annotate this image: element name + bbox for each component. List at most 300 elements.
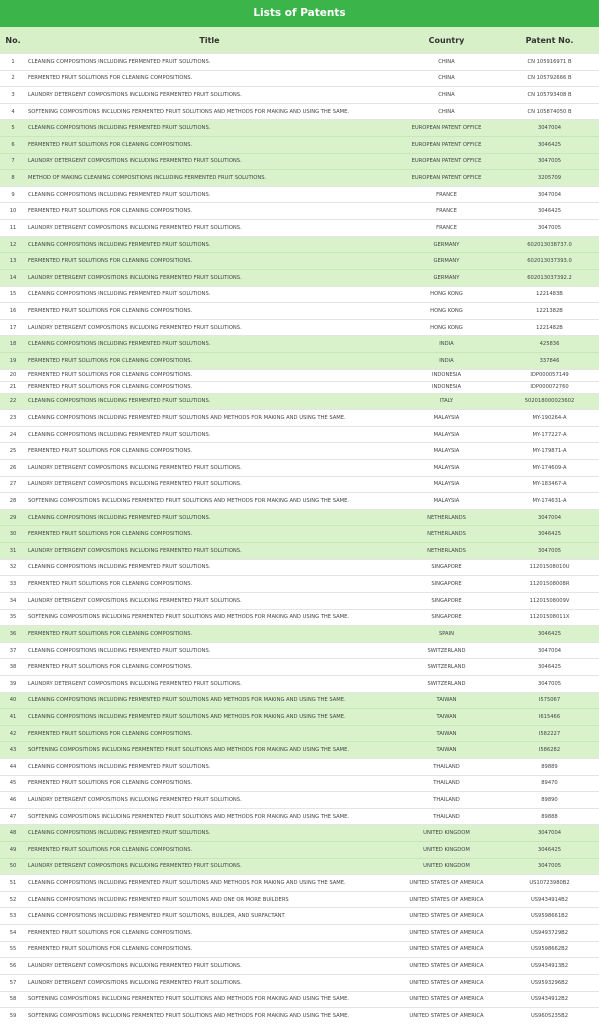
table-row: [0, 559, 599, 576]
cell-patent-no: I615466: [538, 713, 561, 720]
cell-patent-no: MY-177227-A: [532, 431, 567, 438]
cell-country: NETHERLANDS: [427, 514, 466, 521]
table-row: [0, 941, 599, 958]
cell-no: 2: [11, 75, 15, 82]
cell-no: 42: [9, 730, 17, 737]
patents-table: [0, 27, 599, 1024]
cell-no: 58: [9, 996, 17, 1003]
cell-patent-no: US10723980B2: [529, 880, 570, 887]
cell-no: 3: [11, 92, 15, 99]
cell-no: 12: [9, 241, 17, 248]
cell-title: CLEANING COMPOSITIONS INCLUDING FERMENTED FRUIT SOLUTIONS.: [28, 341, 211, 348]
cell-country: GERMANY: [433, 258, 460, 265]
cell-no: 23: [9, 414, 17, 421]
cell-country: CHINA: [438, 75, 455, 82]
cell-country: CHINA: [438, 58, 455, 65]
cell-patent-no: 3046425: [537, 630, 562, 637]
cell-title: CLEANING COMPOSITIONS INCLUDING FERMENTED FRUIT SOLUTIONS.: [28, 514, 211, 521]
cell-no: 53: [9, 913, 17, 920]
cell-country: EUROPEAN PATENT OFFICE: [411, 158, 482, 165]
cell-title: LAUNDRY DETERGENT COMPOSITIONS INCLUDING FERMENTED FRUIT SOLUTIONS.: [28, 963, 242, 970]
cell-country: MALAYSIA: [433, 498, 460, 505]
table-row: [0, 170, 599, 187]
cell-no: 48: [9, 830, 17, 837]
cell-patent-no: US9493729B2: [530, 929, 569, 936]
cell-title: LAUNDRY DETERGENT COMPOSITIONS INCLUDING FERMENTED FRUIT SOLUTIONS.: [28, 680, 242, 687]
cell-no: 50: [9, 863, 17, 870]
cell-country: FRANCE: [436, 208, 457, 215]
cell-no: 28: [9, 498, 17, 505]
table-row: [0, 642, 599, 659]
cell-country: ITALY: [439, 398, 454, 405]
table-row: [0, 742, 599, 759]
table-row: [0, 186, 599, 203]
cell-patent-no: 11201508010U: [529, 564, 570, 571]
cell-patent-no: 89890: [541, 797, 558, 803]
cell-patent-no: 337846: [539, 357, 560, 364]
cell-title: CLEANING COMPOSITIONS INCLUDING FERMENTED FRUIT SOLUTIONS.: [28, 431, 211, 438]
page-title: Lists of Patents: [0, 0, 599, 27]
cell-country: TAIWAN: [436, 713, 457, 720]
cell-country: MALAYSIA: [433, 464, 460, 471]
table-row: [0, 825, 599, 842]
cell-patent-no: 3047005: [537, 224, 562, 231]
table-row: [0, 393, 599, 410]
cell-title: CLEANING COMPOSITIONS INCLUDING FERMENTED FRUIT SOLUTIONS AND METHODS FOR MAKING AND USING THE SAME.: [28, 880, 346, 887]
table-row: [0, 476, 599, 493]
cell-patent-no: 3046425: [537, 141, 562, 148]
table-row: [0, 675, 599, 692]
cell-no: 46: [9, 797, 17, 803]
cell-country: INDONESIA: [431, 372, 462, 379]
table-header: [0, 27, 599, 54]
cell-title: SOFTENING COMPOSITIONS INCLUDING FERMENTED FRUIT SOLUTIONS AND METHODS FOR MAKING AND USING THE SAME.: [28, 813, 350, 820]
cell-patent-no: IDP000072760: [530, 384, 569, 391]
cell-no: 57: [9, 979, 17, 986]
cell-title: SOFTENING COMPOSITIONS INCLUDING FERMENTED FRUIT SOLUTIONS AND METHODS FOR MAKING AND USING THE SAME.: [28, 614, 350, 621]
table-row: [0, 54, 599, 71]
cell-country: UNITED KINGDOM: [423, 863, 470, 870]
cell-country: TAIWAN: [436, 697, 457, 704]
cell-patent-no: 3046425: [537, 531, 562, 538]
cell-patent-no: 1221382B: [536, 307, 563, 314]
cell-country: MALAYSIA: [433, 448, 460, 455]
cell-title: FERMENTED FRUIT SOLUTIONS FOR CLEANING COMPOSITIONS.: [28, 780, 193, 787]
cell-title: LAUNDRY DETERGENT COMPOSITIONS INCLUDING FERMENTED FRUIT SOLUTIONS.: [28, 92, 242, 99]
cell-patent-no: 89889: [541, 763, 558, 770]
cell-no: 45: [9, 780, 17, 787]
table-row: [0, 808, 599, 825]
cell-patent-no: 89470: [541, 780, 558, 787]
table-row: [0, 426, 599, 443]
cell-country: UNITED STATES OF AMERICA: [409, 913, 484, 920]
cell-title: FERMENTED FRUIT SOLUTIONS FOR CLEANING COMPOSITIONS.: [28, 581, 193, 588]
table-row: [0, 103, 599, 120]
cell-country: INDIA: [439, 357, 454, 364]
table-row: [0, 891, 599, 908]
cell-no: 34: [9, 597, 17, 604]
cell-country: HONG KONG: [430, 324, 463, 331]
cell-no: 56: [9, 963, 17, 970]
cell-no: 40: [9, 697, 17, 704]
cell-title: LAUNDRY DETERGENT COMPOSITIONS INCLUDING FERMENTED FRUIT SOLUTIONS.: [28, 224, 242, 231]
cell-title: CLEANING COMPOSITIONS INCLUDING FERMENTED FRUIT SOLUTIONS.: [28, 58, 211, 65]
cell-country: UNITED STATES OF AMERICA: [409, 880, 484, 887]
cell-no: 14: [9, 274, 17, 281]
cell-no: 38: [9, 664, 17, 671]
cell-patent-no: 3047005: [537, 547, 562, 554]
cell-patent-no: I586282: [538, 747, 561, 754]
cell-no: 36: [9, 630, 17, 637]
cell-no: 21: [9, 384, 17, 391]
table-row: [0, 692, 599, 709]
cell-no: 19: [9, 357, 17, 364]
table-row: [0, 87, 599, 104]
cell-country: SINGAPORE: [431, 564, 462, 571]
table-row: [0, 659, 599, 676]
cell-no: 15: [9, 291, 17, 298]
table-row: [0, 286, 599, 303]
cell-country: HONG KONG: [430, 307, 463, 314]
cell-no: 17: [9, 324, 17, 331]
cell-title: FERMENTED FRUIT SOLUTIONS FOR CLEANING COMPOSITIONS.: [28, 630, 193, 637]
cell-title: FERMENTED FRUIT SOLUTIONS FOR CLEANING COMPOSITIONS.: [28, 357, 193, 364]
cell-country: THAILAND: [433, 813, 460, 820]
cell-patent-no: CN 105793408 B: [527, 92, 572, 99]
cell-country: SINGAPORE: [431, 581, 462, 588]
cell-no: 29: [9, 514, 17, 521]
cell-patent-no: 1221483B: [536, 291, 563, 298]
cell-patent-no: 11201508008R: [529, 581, 570, 588]
cell-title: FERMENTED FRUIT SOLUTIONS FOR CLEANING COMPOSITIONS.: [28, 307, 193, 314]
header-patent-no: Patent No.: [525, 35, 574, 45]
cell-patent-no: 3046425: [537, 664, 562, 671]
cell-country: GERMANY: [433, 241, 460, 248]
cell-title: FERMENTED FRUIT SOLUTIONS FOR CLEANING COMPOSITIONS.: [28, 946, 193, 953]
cell-country: EUROPEAN PATENT OFFICE: [411, 125, 482, 132]
cell-country: SINGAPORE: [431, 614, 462, 621]
cell-country: SWITZERLAND: [427, 664, 466, 671]
cell-patent-no: 3047005: [537, 158, 562, 165]
cell-title: FERMENTED FRUIT SOLUTIONS FOR CLEANING COMPOSITIONS.: [28, 258, 193, 265]
table-row: [0, 137, 599, 154]
cell-patent-no: 3205709: [537, 175, 562, 182]
cell-no: 54: [9, 929, 17, 936]
cell-title: FERMENTED FRUIT SOLUTIONS FOR CLEANING COMPOSITIONS.: [28, 448, 193, 455]
cell-no: 7: [11, 158, 15, 165]
cell-patent-no: 602013037392.2: [527, 274, 572, 281]
table-row: [0, 576, 599, 593]
cell-country: FRANCE: [436, 191, 457, 198]
cell-country: THAILAND: [433, 797, 460, 803]
cell-title: CLEANING COMPOSITIONS INCLUDING FERMENTED FRUIT SOLUTIONS AND METHODS FOR MAKING AND USING THE SAME.: [28, 697, 346, 704]
cell-country: HONG KONG: [430, 291, 463, 298]
cell-country: EUROPEAN PATENT OFFICE: [411, 175, 482, 182]
cell-no: 24: [9, 431, 17, 438]
cell-patent-no: US9598661B2: [530, 913, 569, 920]
cell-title: LAUNDRY DETERGENT COMPOSITIONS INCLUDING FERMENTED FRUIT SOLUTIONS.: [28, 481, 242, 488]
cell-no: 10: [9, 208, 17, 215]
cell-patent-no: 502018000023602: [524, 398, 575, 405]
cell-patent-no: CN 105792666 B: [527, 75, 572, 82]
cell-country: SPAIN: [438, 630, 455, 637]
table-row: [0, 410, 599, 427]
cell-no: 52: [9, 896, 17, 903]
cell-patent-no: US9434912B2: [530, 996, 569, 1003]
cell-no: 39: [9, 680, 17, 687]
cell-title: FERMENTED FRUIT SOLUTIONS FOR CLEANING COMPOSITIONS.: [28, 929, 193, 936]
cell-no: 8: [11, 175, 15, 182]
table-row: [0, 958, 599, 975]
table-row: [0, 925, 599, 942]
cell-no: 9: [11, 191, 15, 198]
cell-patent-no: IDP000057149: [530, 372, 569, 379]
cell-title: LAUNDRY DETERGENT COMPOSITIONS INCLUDING FERMENTED FRUIT SOLUTIONS.: [28, 464, 242, 471]
table-row: [0, 120, 599, 137]
table-row: [0, 908, 599, 925]
cell-no: 55: [9, 946, 17, 953]
cell-patent-no: 602013038737.0: [527, 241, 572, 248]
table-row: [0, 460, 599, 477]
cell-country: UNITED STATES OF AMERICA: [409, 929, 484, 936]
cell-country: MALAYSIA: [433, 414, 460, 421]
table-row: [0, 775, 599, 792]
cell-title: LAUNDRY DETERGENT COMPOSITIONS INCLUDING FERMENTED FRUIT SOLUTIONS.: [28, 158, 242, 165]
cell-no: 35: [9, 614, 17, 621]
cell-title: SOFTENING COMPOSITIONS INCLUDING FERMENTED FRUIT SOLUTIONS AND METHODS FOR MAKING AND USING THE SAME.: [28, 1013, 350, 1020]
table-row: [0, 842, 599, 859]
cell-country: NETHERLANDS: [427, 531, 466, 538]
cell-no: 31: [9, 547, 17, 554]
table-row: [0, 236, 599, 253]
cell-patent-no: 3047005: [537, 680, 562, 687]
cell-title: METHOD OF MAKING CLEANING COMPOSITIONS INCLUDING FERMENTED FRUIT SOLUTIONS.: [28, 175, 267, 182]
cell-no: 51: [9, 880, 17, 887]
cell-no: 5: [11, 125, 15, 132]
cell-patent-no: MY-174609-A: [532, 464, 567, 471]
cell-country: UNITED KINGDOM: [423, 846, 470, 853]
cell-title: CLEANING COMPOSITIONS INCLUDING FERMENTED FRUIT SOLUTIONS AND METHODS FOR MAKING AND USING THE SAME.: [28, 713, 346, 720]
cell-country: INDIA: [439, 341, 454, 348]
cell-no: 44: [9, 763, 17, 770]
cell-title: FERMENTED FRUIT SOLUTIONS FOR CLEANING COMPOSITIONS.: [28, 664, 193, 671]
cell-country: CHINA: [438, 108, 455, 115]
table-row: [0, 381, 599, 393]
header-title: Title: [199, 35, 220, 45]
cell-patent-no: 425836: [539, 341, 560, 348]
cell-title: CLEANING COMPOSITIONS INCLUDING FERMENTED FRUIT SOLUTIONS AND METHODS FOR MAKING AND USING THE SAME.: [28, 414, 346, 421]
cell-no: 13: [9, 258, 17, 265]
cell-title: CLEANING COMPOSITIONS INCLUDING FERMENTED FRUIT SOLUTIONS, BUILDER, AND SURFACTANT: [28, 913, 285, 920]
cell-country: THAILAND: [433, 780, 460, 787]
cell-title: FERMENTED FRUIT SOLUTIONS FOR CLEANING COMPOSITIONS.: [28, 75, 193, 82]
cell-no: 43: [9, 747, 17, 754]
table-row: [0, 70, 599, 87]
cell-patent-no: 3046425: [537, 208, 562, 215]
cell-country: UNITED KINGDOM: [423, 830, 470, 837]
cell-no: 59: [9, 1013, 17, 1020]
cell-country: SINGAPORE: [431, 597, 462, 604]
table-body: [0, 54, 599, 1024]
cell-no: 27: [9, 481, 17, 488]
cell-no: 16: [9, 307, 17, 314]
cell-patent-no: CN 105874050 B: [527, 108, 572, 115]
cell-patent-no: US9598662B2: [530, 946, 569, 953]
cell-title: FERMENTED FRUIT SOLUTIONS FOR CLEANING COMPOSITIONS.: [28, 730, 193, 737]
cell-patent-no: MY-174631-A: [532, 498, 567, 505]
cell-title: LAUNDRY DETERGENT COMPOSITIONS INCLUDING FERMENTED FRUIT SOLUTIONS.: [28, 863, 242, 870]
cell-no: 26: [9, 464, 17, 471]
table-row: [0, 792, 599, 809]
cell-title: SOFTENING COMPOSITIONS INCLUDING FERMENTED FRUIT SOLUTIONS AND METHODS FOR MAKING AND USING THE SAME.: [28, 996, 350, 1003]
header-country: Country: [428, 35, 465, 45]
cell-country: MALAYSIA: [433, 481, 460, 488]
cell-patent-no: MY-179871-A: [532, 448, 567, 455]
table-row: [0, 352, 599, 369]
cell-title: CLEANING COMPOSITIONS INCLUDING FERMENTED FRUIT SOLUTIONS.: [28, 830, 211, 837]
cell-country: UNITED STATES OF AMERICA: [409, 946, 484, 953]
cell-no: 25: [9, 448, 17, 455]
table-row: [0, 626, 599, 643]
cell-title: SOFTENING COMPOSITIONS INCLUDING FERMENTED FRUIT SOLUTIONS AND METHODS FOR MAKING AND USING THE SAME.: [28, 498, 350, 505]
cell-country: UNITED STATES OF AMERICA: [409, 1013, 484, 1020]
cell-country: UNITED STATES OF AMERICA: [409, 963, 484, 970]
cell-title: LAUNDRY DETERGENT COMPOSITIONS INCLUDING FERMENTED FRUIT SOLUTIONS.: [28, 547, 242, 554]
cell-no: 11: [9, 224, 17, 231]
table-row: [0, 725, 599, 742]
table-row: [0, 758, 599, 775]
cell-title: CLEANING COMPOSITIONS INCLUDING FERMENTED FRUIT SOLUTIONS.: [28, 291, 211, 298]
table-row: [0, 203, 599, 220]
cell-patent-no: 3047004: [537, 191, 562, 198]
cell-country: UNITED STATES OF AMERICA: [409, 996, 484, 1003]
cell-no: 18: [9, 341, 17, 348]
cell-no: 6: [11, 141, 15, 148]
cell-title: CLEANING COMPOSITIONS INCLUDING FERMENTED FRUIT SOLUTIONS.: [28, 125, 211, 132]
cell-title: LAUNDRY DETERGENT COMPOSITIONS INCLUDING FERMENTED FRUIT SOLUTIONS.: [28, 324, 242, 331]
cell-country: INDONESIA: [431, 384, 462, 391]
cell-patent-no: I582227: [538, 730, 561, 737]
cell-no: 4: [11, 108, 15, 115]
cell-no: 32: [9, 564, 17, 571]
table-row: [0, 220, 599, 237]
cell-patent-no: 3046425: [537, 846, 562, 853]
cell-title: FERMENTED FRUIT SOLUTIONS FOR CLEANING COMPOSITIONS.: [28, 384, 193, 391]
cell-patent-no: US9593296B2: [530, 979, 569, 986]
cell-title: CLEANING COMPOSITIONS INCLUDING FERMENTED FRUIT SOLUTIONS.: [28, 647, 211, 654]
cell-no: 30: [9, 531, 17, 538]
cell-title: FERMENTED FRUIT SOLUTIONS FOR CLEANING COMPOSITIONS.: [28, 846, 193, 853]
table-row: [0, 509, 599, 526]
header-no: No.: [5, 35, 21, 45]
cell-country: GERMANY: [433, 274, 460, 281]
cell-title: CLEANING COMPOSITIONS INCLUDING FERMENTED FRUIT SOLUTIONS.: [28, 564, 211, 571]
table-row: [0, 443, 599, 460]
cell-country: UNITED STATES OF AMERICA: [409, 896, 484, 903]
cell-patent-no: 3047004: [537, 647, 562, 654]
cell-patent-no: 1221482B: [536, 324, 563, 331]
table-row: [0, 269, 599, 286]
cell-title: FERMENTED FRUIT SOLUTIONS FOR CLEANING COMPOSITIONS.: [28, 141, 193, 148]
table-row: [0, 543, 599, 560]
cell-patent-no: 3047004: [537, 514, 562, 521]
cell-title: CLEANING COMPOSITIONS INCLUDING FERMENTED FRUIT SOLUTIONS.: [28, 241, 211, 248]
cell-no: 33: [9, 581, 17, 588]
table-row: [0, 991, 599, 1008]
cell-country: UNITED STATES OF AMERICA: [409, 979, 484, 986]
table-row: [0, 303, 599, 320]
table-row: [0, 709, 599, 726]
table-row: [0, 369, 599, 381]
cell-patent-no: US9434913B2: [530, 963, 569, 970]
table-row: [0, 493, 599, 510]
cell-country: FRANCE: [436, 224, 457, 231]
table-row: [0, 592, 599, 609]
cell-country: SWITZERLAND: [427, 680, 466, 687]
cell-country: TAIWAN: [436, 747, 457, 754]
table-row: [0, 153, 599, 170]
cell-patent-no: US9605235B2: [530, 1013, 569, 1020]
cell-no: 47: [9, 813, 17, 820]
cell-patent-no: MY-183467-A: [532, 481, 567, 488]
cell-country: MALAYSIA: [433, 431, 460, 438]
cell-patent-no: 11201508011X: [529, 614, 570, 621]
cell-patent-no: US9434914B2: [530, 896, 569, 903]
table-row: [0, 336, 599, 353]
cell-title: CLEANING COMPOSITIONS INCLUDING FERMENTED FRUIT SOLUTIONS.: [28, 398, 211, 405]
cell-country: THAILAND: [433, 763, 460, 770]
cell-no: 20: [9, 372, 17, 379]
cell-patent-no: MY-190264-A: [532, 414, 567, 421]
table-row: [0, 974, 599, 991]
cell-title: LAUNDRY DETERGENT COMPOSITIONS INCLUDING FERMENTED FRUIT SOLUTIONS.: [28, 979, 242, 986]
cell-title: LAUNDRY DETERGENT COMPOSITIONS INCLUDING FERMENTED FRUIT SOLUTIONS.: [28, 274, 242, 281]
cell-country: CHINA: [438, 92, 455, 99]
cell-no: 49: [9, 846, 17, 853]
cell-title: SOFTENING COMPOSITIONS INCLUDING FERMENTED FRUIT SOLUTIONS AND METHODS FOR MAKING AND USING THE SAME.: [28, 108, 350, 115]
table-row: [0, 253, 599, 270]
cell-no: 1: [11, 58, 15, 65]
cell-patent-no: 3047004: [537, 830, 562, 837]
cell-country: EUROPEAN PATENT OFFICE: [411, 141, 482, 148]
table-row: [0, 858, 599, 875]
cell-patent-no: 3047005: [537, 863, 562, 870]
cell-title: LAUNDRY DETERGENT COMPOSITIONS INCLUDING FERMENTED FRUIT SOLUTIONS.: [28, 597, 242, 604]
table-row: [0, 609, 599, 626]
cell-title: CLEANING COMPOSITIONS INCLUDING FERMENTED FRUIT SOLUTIONS.: [28, 191, 211, 198]
header-row: [0, 27, 599, 54]
cell-country: TAIWAN: [436, 730, 457, 737]
cell-patent-no: CN 105916971 B: [527, 58, 572, 65]
cell-title: FERMENTED FRUIT SOLUTIONS FOR CLEANING COMPOSITIONS.: [28, 372, 193, 379]
cell-patent-no: 3047004: [537, 125, 562, 132]
cell-country: SWITZERLAND: [427, 647, 466, 654]
cell-title: LAUNDRY DETERGENT COMPOSITIONS INCLUDING FERMENTED FRUIT SOLUTIONS.: [28, 797, 242, 803]
cell-patent-no: 11201508009V: [529, 597, 570, 604]
cell-country: NETHERLANDS: [427, 547, 466, 554]
cell-patent-no: I575067: [538, 697, 561, 704]
cell-title: FERMENTED FRUIT SOLUTIONS FOR CLEANING COMPOSITIONS.: [28, 208, 193, 215]
cell-title: SOFTENING COMPOSITIONS INCLUDING FERMENTED FRUIT SOLUTIONS AND METHODS FOR MAKING AND USING THE SAME.: [28, 747, 350, 754]
table-row: [0, 319, 599, 336]
cell-patent-no: 89888: [541, 813, 558, 820]
table-row: [0, 526, 599, 543]
cell-no: 37: [9, 647, 17, 654]
cell-no: 41: [9, 713, 17, 720]
cell-title: FERMENTED FRUIT SOLUTIONS FOR CLEANING COMPOSITIONS.: [28, 531, 193, 538]
table-row: [0, 875, 599, 892]
cell-title: CLEANING COMPOSITIONS INCLUDING FERMENTED FRUIT SOLUTIONS AND ONE OR MORE BUILDERS: [28, 896, 289, 903]
